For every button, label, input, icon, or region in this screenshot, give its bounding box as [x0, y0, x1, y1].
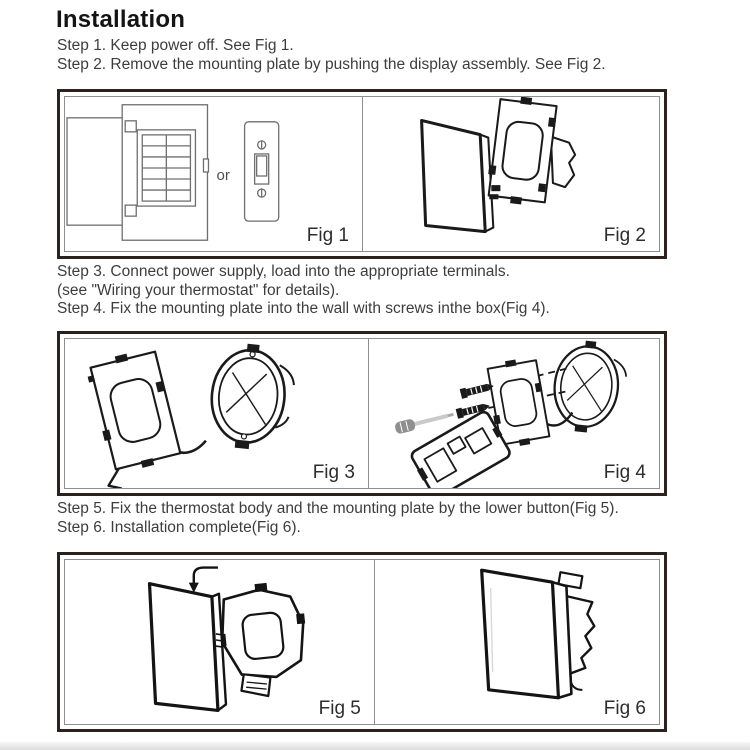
fig5-label: Fig 5 [318, 698, 361, 719]
page-title: Installation [56, 6, 186, 33]
fig2-cell [362, 97, 659, 251]
fig3-cell [65, 339, 368, 488]
figure-box-fig5-fig6 [57, 552, 667, 732]
fig2-label: Fig 2 [603, 225, 646, 246]
step-2-text: Step 2. Remove the mounting plate by pushing the display assembly. See Fig 2. [57, 55, 606, 73]
steps-block-2 [57, 263, 720, 319]
step-3-note-text: (see "Wiring your thermostat" for details). [57, 281, 340, 299]
fig5-cell [65, 560, 374, 724]
fig6-label: Fig 6 [603, 698, 646, 719]
step-6-text: Step 6. Installation complete(Fig 6). [57, 518, 301, 536]
fig1-label: Fig 1 [306, 225, 349, 246]
steps-block-1 [57, 37, 720, 74]
page-bottom-edge [0, 742, 750, 750]
steps-block-3 [57, 500, 720, 537]
fig6-cell [374, 560, 659, 724]
step-3-text: Step 3. Connect power supply, load into the appropriate terminals. [57, 263, 510, 280]
step-5-text: Step 5. Fix the thermostat body and the mounting plate by the lower button(Fig 5). [57, 500, 619, 517]
figure-box-fig1-fig2 [57, 89, 667, 259]
figure-box-2-inner [64, 338, 660, 489]
figure-box-1-inner [64, 96, 660, 252]
fig3-label: Fig 3 [312, 462, 355, 483]
fig1-cell [65, 97, 362, 251]
step-4-text: Step 4. Fix the mounting plate into the wall with screws inthe box(Fig 4). [57, 300, 550, 318]
or-text: or [216, 167, 230, 185]
figure-box-3-inner [64, 559, 660, 725]
fig4-label: Fig 4 [603, 462, 646, 483]
figure-box-fig3-fig4 [57, 331, 667, 496]
fig4-cell [368, 339, 659, 488]
step-1-text: Step 1. Keep power off. See Fig 1. [57, 37, 294, 54]
